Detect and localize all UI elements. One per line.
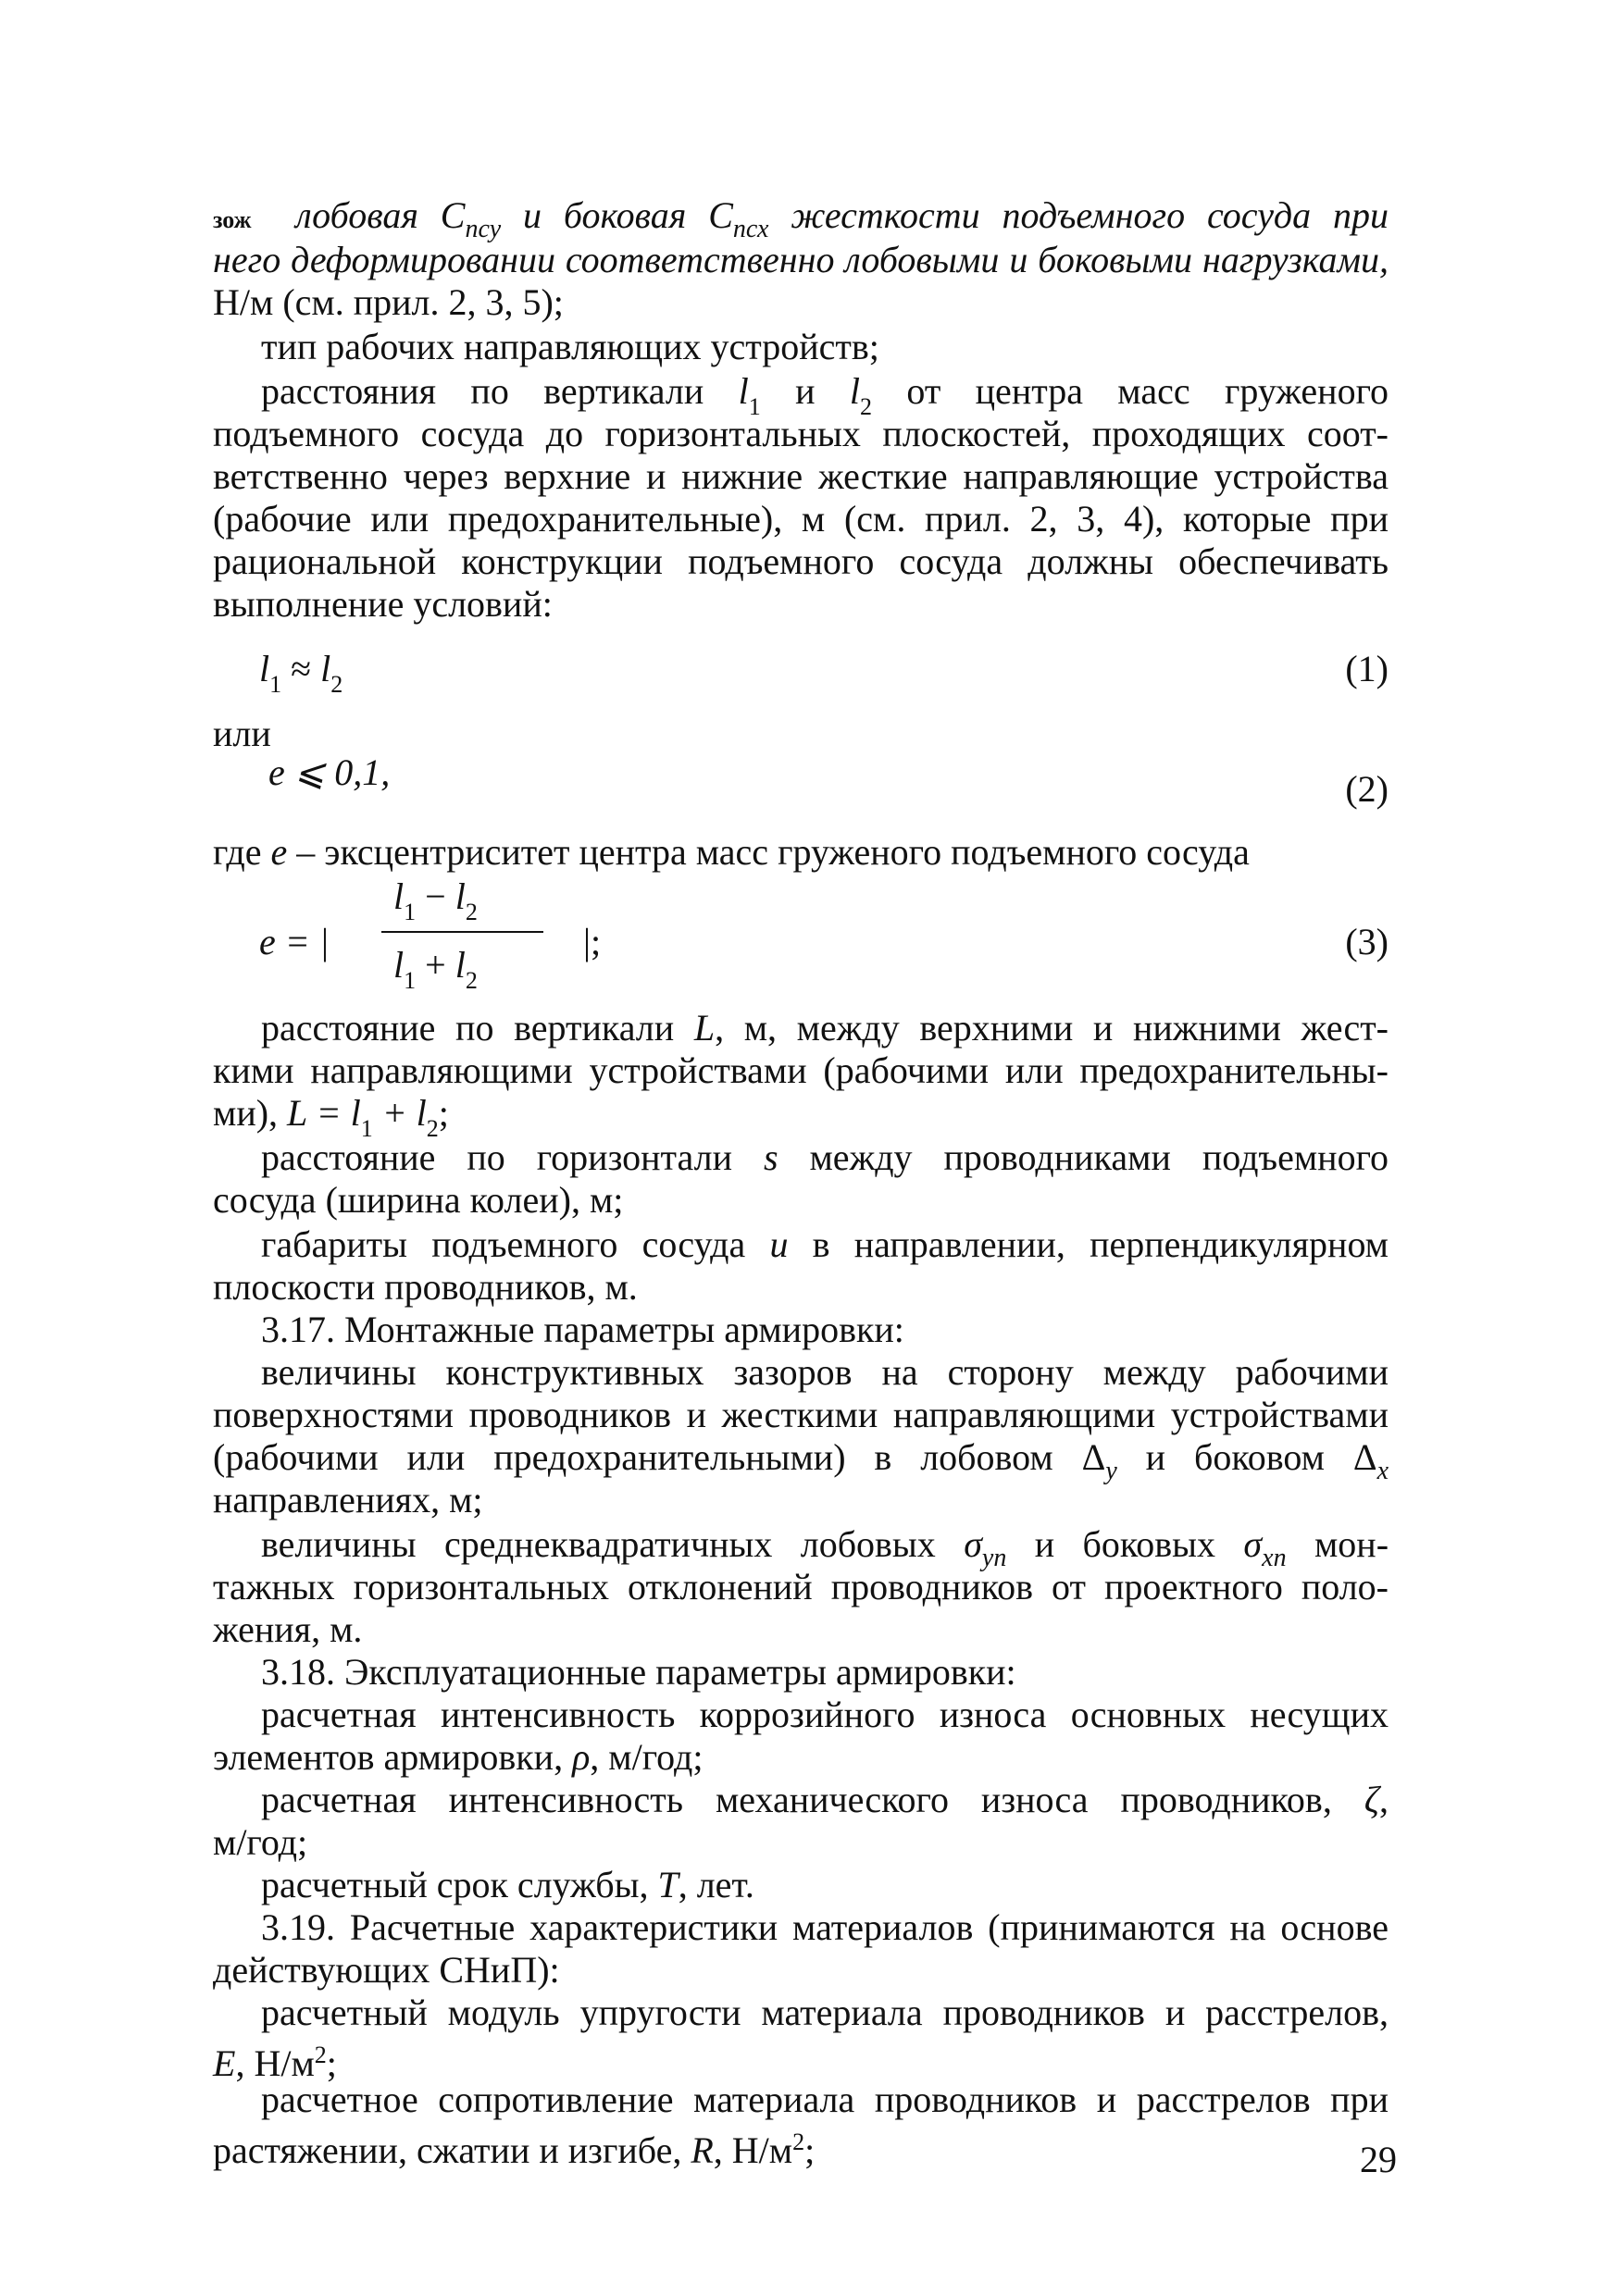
text-line-19: поверхностями проводников и жесткими направляющими устройствами <box>213 1394 1389 1435</box>
text-line-1: зож лобовая $C_{псу}$ и боковая $C_{псх}$ жесткости подъемного сосуда при <box>213 194 1389 243</box>
or-word: или <box>213 713 271 754</box>
text-line-9: рациональной конструкции подъемного сосуда должны обеспечивать <box>213 540 1389 582</box>
text-line-6: подъемного сосуда до горизонтальных плоскостей, проходящих соот- <box>213 413 1389 454</box>
text-line-29: расчетный срок службы, T, лет. <box>261 1864 754 1905</box>
equation-1: $l_1 \approx l_2$ <box>259 648 343 698</box>
text-line-32: E, $Н/м^2$; <box>213 2042 337 2084</box>
text-line-26: элементов армировки, ρ, м/год; <box>213 1736 704 1778</box>
text-line-14: расстояние по горизонтали s между проводниками подъемного <box>261 1136 1389 1178</box>
text-line-13: ми), $L = l_1 + l_2$; <box>213 1092 449 1142</box>
page-number: 29 <box>1360 2139 1397 2180</box>
text-line-5: расстояния по вертикали $l_1$ и $l_2$ от центра масс груженого <box>261 370 1389 420</box>
text-line-33: расчетное сопротивление материала проводников и расстрелов при <box>261 2079 1389 2120</box>
text-line-16: габариты подъемного сосуда u в направлении, перпендикулярном <box>261 1223 1389 1265</box>
text-line-21: направлениях, м; <box>213 1479 483 1520</box>
scan-artifact: зож <box>213 206 252 233</box>
text-line-3: Н/м (см. прил. 2, 3, 5); <box>213 281 564 323</box>
text-line-10: выполнение условий: <box>213 583 553 625</box>
text-line-7: ветственно через верхние и нижние жесткие направляющие устройства <box>213 455 1389 497</box>
text-line-24: жения, м. <box>213 1608 363 1650</box>
equation-3-denominator: $l_1 + l_2$ <box>393 944 478 994</box>
text-line-28: м/год; <box>213 1821 308 1863</box>
section-heading-3-17: 3.17. Монтажные параметры армировки: <box>261 1309 904 1350</box>
text-line-31: расчетный модуль упругости материала проводников и расстрелов, <box>261 1992 1389 2033</box>
text-line-25: расчетная интенсивность коррозийного износа основных несущих <box>261 1694 1389 1735</box>
text-line-20: (рабочими или предохранительными) в лобовом $\Delta_y$ и боковом $\Delta_x$ <box>213 1436 1389 1485</box>
text-line-15: сосуда (ширина колеи), м; <box>213 1179 624 1221</box>
text-line-12: кими направляющими устройствами (рабочими или предохранительны- <box>213 1049 1389 1091</box>
text-line-30: действующих СНиП): <box>213 1949 560 1991</box>
equation-3-rhs: |; <box>583 921 602 962</box>
fraction-bar <box>381 931 543 933</box>
text-line-18: величины конструктивных зазоров на сторону между рабочими <box>261 1351 1389 1393</box>
section-heading-3-18: 3.18. Эксплуатационные параметры армировки: <box>261 1651 1016 1693</box>
text-line-17: плоскости проводников, м. <box>213 1266 638 1308</box>
text-line-23: тажных горизонтальных отклонений проводников от проектного поло- <box>213 1566 1389 1607</box>
equation-2: e ⩽ 0,1, <box>268 751 391 793</box>
text-line-2: него деформировании соответственно лобовыми и боковыми нагрузками, <box>213 239 1389 280</box>
text-line-8: (рабочие или предохранительные), м (см. прил. 2, 3, 4), которые при <box>213 498 1389 540</box>
equation-2-number: (2) <box>1345 768 1389 810</box>
equation-3-numerator: $l_1 - l_2$ <box>393 875 478 925</box>
text-line-22: величины среднеквадратичных лобовых $\sigma_{yn}$ и боковых $\sigma_{xn}$ мон- <box>261 1523 1389 1572</box>
text-line-4: тип рабочих направляющих устройств; <box>261 326 879 367</box>
text-line-27: расчетная интенсивность механического износа проводников, ζ, <box>261 1779 1389 1820</box>
equation-1-number: (1) <box>1345 648 1389 689</box>
section-heading-3-19: 3.19. Расчетные характеристики материалов (принимаются на основе <box>261 1906 1389 1948</box>
text-line-34: растяжении, сжатии и изгибе, R, $Н/м^2$; <box>213 2128 816 2171</box>
text-line-11: расстояние по вертикали L, м, между верхними и нижними жест- <box>261 1007 1389 1049</box>
equation-3-lhs: e = | <box>259 921 330 962</box>
equation-3-number: (3) <box>1345 921 1389 962</box>
where-line: где e – эксцентриситет центра масс груженого подъемного сосуда <box>213 831 1250 873</box>
